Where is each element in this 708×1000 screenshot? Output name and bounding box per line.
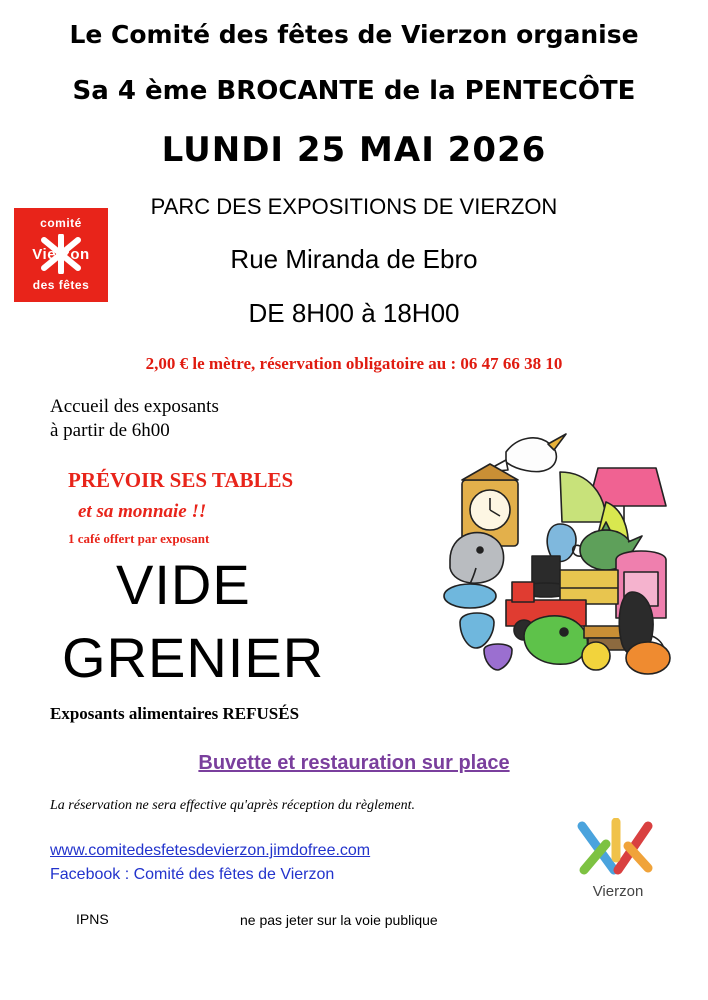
- price-and-phone-line: 2,00 € le mètre, réservation obligatoire au : 06 47 66 38 10: [145, 354, 563, 373]
- hours-line: DE 8H00 à 18H00: [248, 298, 460, 328]
- committee-logo: [14, 208, 108, 302]
- reservation-note: La réservation ne sera effective qu'après réception du règlement.: [50, 798, 415, 813]
- food-vendors-refused-notice: Exposants alimentaires REFUSÉS: [50, 704, 300, 723]
- event-line: Sa 4 ème BROCANTE de la PENTECÔTE: [72, 76, 636, 106]
- exhibitor-welcome-line1: Accueil des exposants: [50, 396, 219, 417]
- bring-tables-notice: PRÉVOIR SES TABLES: [68, 468, 294, 492]
- committee-logo-line3: des fêtes: [32, 278, 90, 292]
- exhibitor-welcome-line2: à partir de 6h00: [50, 420, 170, 442]
- ipns-note: IPNS: [76, 911, 109, 927]
- refreshments-notice: Buvette et restauration sur place: [198, 752, 510, 774]
- disposal-note: ne pas jeter sur la voie publique: [240, 912, 438, 928]
- street-line: Rue Miranda de Ebro: [230, 244, 478, 274]
- big-title-line1: VIDE: [116, 553, 251, 616]
- exhibitor-welcome: [50, 395, 219, 444]
- city-logo: [562, 818, 674, 900]
- flea-market-illustration: [420, 410, 688, 678]
- event-date: LUNDI 25 MAI 2026: [161, 130, 547, 170]
- bring-change-notice: et sa monnaie !!: [78, 501, 207, 522]
- committee-logo-line2: Vierzon: [32, 246, 90, 263]
- big-title-line2: GRENIER: [62, 626, 325, 689]
- organiser-line: Le Comité des fêtes de Vierzon organise: [69, 20, 639, 49]
- city-cross-icon: [562, 818, 674, 882]
- city-logo-name: Vierzon: [592, 883, 644, 900]
- facebook-line[interactable]: Facebook : Comité des fêtes de Vierzon: [50, 866, 335, 883]
- venue-line: PARC DES EXPOSITIONS DE VIERZON: [150, 194, 558, 219]
- free-coffee-notice: 1 café offert par exposant: [68, 531, 210, 546]
- committee-logo-line1: comité: [40, 216, 82, 230]
- website-link[interactable]: www.comitedesfetesdevierzon.jimdofree.com: [50, 842, 371, 859]
